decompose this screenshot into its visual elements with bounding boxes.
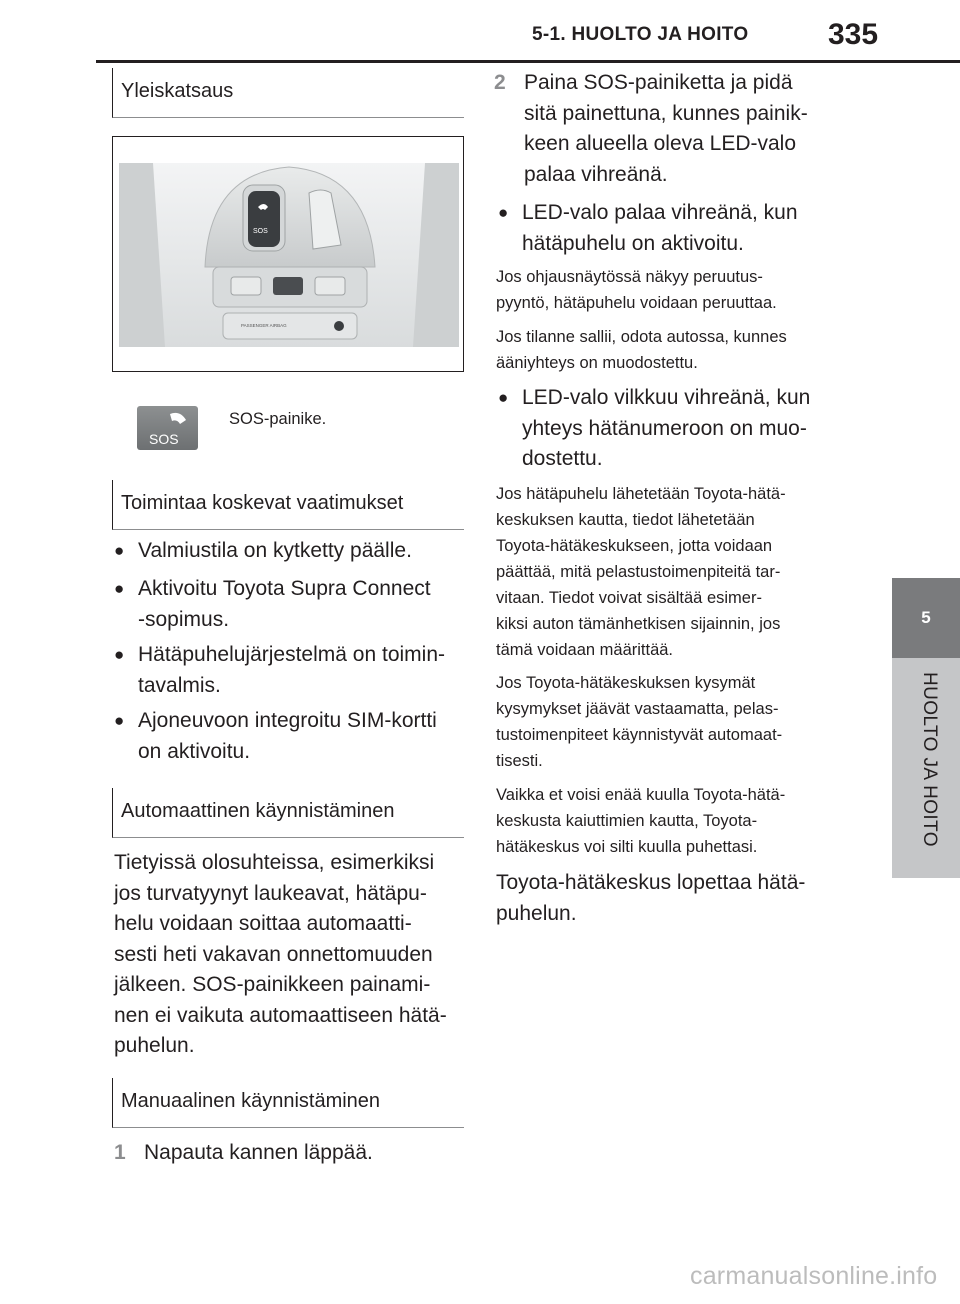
phone-icon (137, 406, 198, 450)
requirement-item: ● Aktivoitu Toyota Supra Connect -sopimus. (114, 574, 464, 635)
note-paragraph: Jos hätäpuhelu lähetetään Toyota-hätä- keskuksen kautta, tiedot lähetetään Toyota-hätäkeskukseen, jotta voidaan päättää, mitä pelastustoimenpiteitä tar- vitaan. Tiedot voivat sisältää esimer- kiksi auton tämänhetkisen sijainnin, jos tämä voidaan määrittää. (496, 485, 786, 659)
requirement-item: ● Hätäpuhelujärjestelmä on toimin- tavalmis. (114, 640, 464, 701)
svg-text:SOS: SOS (253, 228, 268, 235)
note-paragraph: Jos Toyota-hätäkeskuksen kysymät kysymykset jäävät vastaamatta, pelas- tustoimenpiteet käynnistyvät automaat- tisesti. (496, 674, 783, 770)
closing-paragraph: Toyota-hätäkeskus lopettaa hätä- puhelun. (496, 871, 806, 925)
requirement-item: ● Ajoneuvoon integroitu SIM-kortti on aktivoitu. (114, 706, 464, 767)
requirement-item: ● Valmiustila on kytketty päälle. (114, 536, 464, 567)
overhead-console-figure (112, 136, 464, 372)
chapter-tab-label: HUOLTO JA HOITO (919, 672, 940, 847)
section-heading-manual: Manuaalinen käynnistäminen (112, 1078, 464, 1128)
overhead-console-illustration (113, 137, 464, 372)
section-heading-requirements: Toimintaa koskevat vaatimukset (112, 480, 464, 530)
note-paragraph: Vaikka et voisi enää kuulla Toyota-hätä- keskusta kaiuttimien kautta, Toyota- hätäkeskus voi silti kuulla puhettasi. (496, 786, 786, 856)
figure-caption: SOS-painike. (229, 410, 327, 428)
note-paragraph: Jos ohjausnäytössä näkyy peruutus- pyyntö, hätäpuhelu voidaan peruuttaa. (496, 268, 777, 312)
section-heading-automatic: Automaattinen käynnistäminen (112, 788, 464, 838)
svg-text:PASSENGER AIRBAG: PASSENGER AIRBAG (241, 323, 287, 328)
sos-button-thumbnail (137, 406, 198, 450)
step-1: 1 Napauta kannen läppää. (114, 1138, 464, 1169)
page-number: 335 (828, 18, 879, 51)
led-bullet: ● LED-valo vilkkuu vihreänä, kun yhteys hätänumeroon on muo- dostettu. (498, 383, 848, 475)
chapter-tab-number: 5 (892, 578, 960, 658)
watermark: carmanualsonline.info (690, 1262, 938, 1290)
step-2: 2 Paina SOS-painiketta ja pidä sitä painettuna, kunnes painik- keen alueella oleva LED-valo palaa vihreänä. (494, 68, 844, 190)
step-number: 2 (494, 71, 506, 94)
step-number: 1 (114, 1141, 126, 1164)
led-bullet: ● LED-valo palaa vihreänä, kun hätäpuhelu on aktivoitu. (498, 198, 848, 259)
chapter-tab (892, 658, 960, 878)
header-rule (96, 60, 960, 63)
section-heading-overview: Yleiskatsaus (112, 68, 464, 118)
automatic-start-paragraph: Tietyissä olosuhteissa, esimerkiksi jos turvatyynyt laukeavat, hätäpu- helu voidaan soittaa automaatti- sesti heti vakavan onnettomuuden jälkeen. SOS-painikkeen painami- nen ei vaikuta automaattiseen hätä- puhelun. (114, 851, 447, 1057)
sos-thumb-label: SOS (149, 431, 179, 447)
note-paragraph: Jos tilanne sallii, odota autossa, kunnes ääniyhteys on muodostettu. (496, 328, 787, 372)
chapter-title: 5-1. HUOLTO JA HOITO (532, 24, 749, 45)
